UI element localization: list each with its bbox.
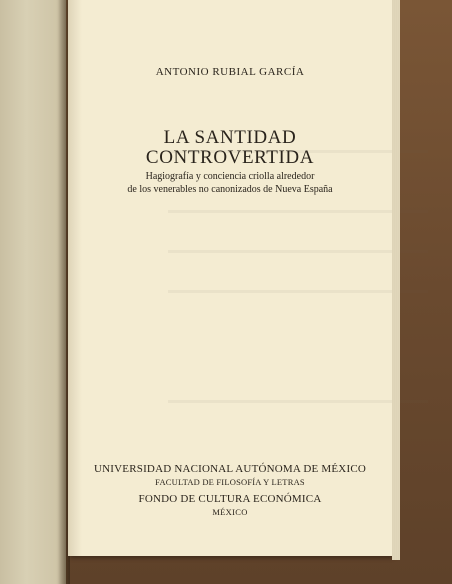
book-subtitle-line-2: de los venerables no canonizados de Nueva España: [127, 184, 333, 195]
book-title-line-1: LA SANTIDAD: [163, 127, 297, 148]
publisher-city: MÉXICO: [212, 507, 248, 517]
title-page-content: [68, 0, 392, 556]
book-subtitle-line-1: Hagiografía y conciencia criolla alrededor: [145, 171, 315, 182]
left-page-edge: [0, 0, 66, 584]
book-title-line-2: CONTROVERTIDA: [145, 147, 315, 168]
publisher-faculty: FACULTAD DE FILOSOFÍA Y LETRAS: [155, 477, 305, 487]
publisher-unam: UNIVERSIDAD NACIONAL AUTÓNOMA DE MÉXICO: [94, 463, 366, 475]
page-stack-edge: [392, 0, 400, 560]
author-name: ANTONIO RUBIAL GARCÍA: [155, 66, 305, 78]
publisher-fce: FONDO DE CULTURA ECONÓMICA: [138, 493, 322, 505]
